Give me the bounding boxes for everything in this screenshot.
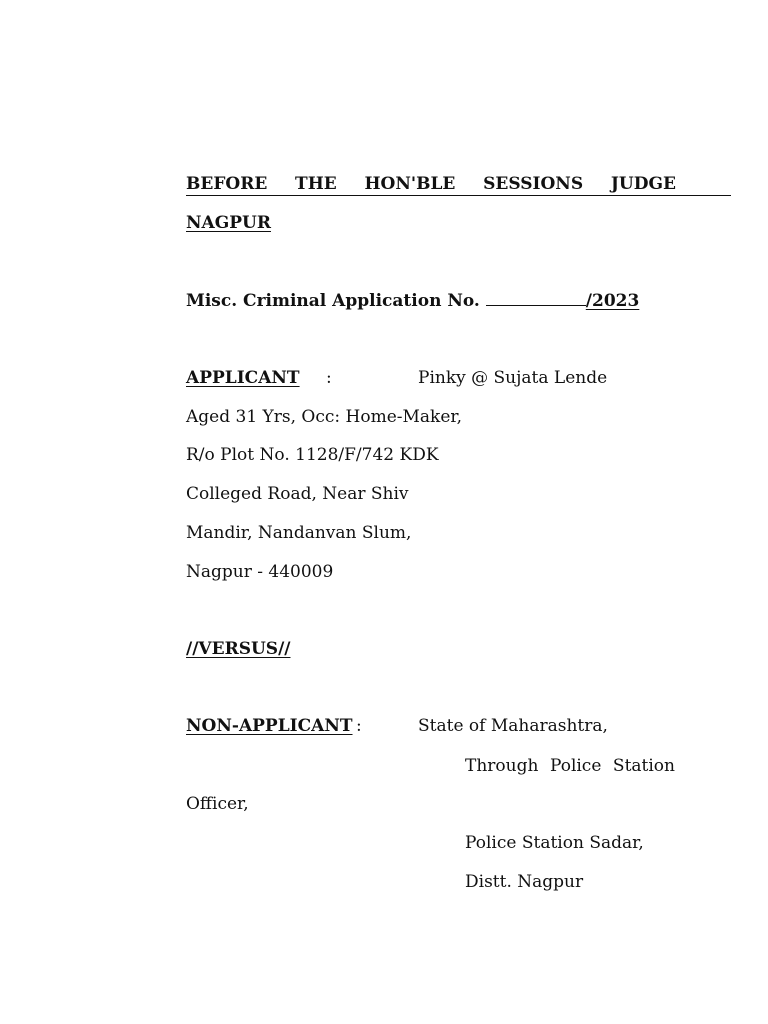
through-word: Station bbox=[612, 756, 675, 776]
heading-word: HON'BLE bbox=[364, 174, 456, 194]
applicant-name: Pinky @ Sujata Lende bbox=[418, 368, 608, 388]
applicant-address-line: R/o Plot No. 1128/F/742 KDK bbox=[186, 445, 439, 465]
police-station-line: Police Station Sadar, bbox=[465, 833, 644, 853]
heading-word: BEFORE bbox=[186, 174, 268, 194]
non-applicant-label: NON-APPLICANT bbox=[186, 716, 353, 736]
applicant-address-line: Nagpur - 440009 bbox=[186, 562, 334, 582]
heading-word: JUDGE bbox=[610, 174, 676, 194]
district-line: Distt. Nagpur bbox=[465, 872, 584, 892]
court-heading-city: NAGPUR bbox=[186, 213, 271, 233]
application-number bbox=[186, 289, 639, 312]
non-applicant-colon: : bbox=[356, 716, 362, 736]
applicant-address-line: Mandir, Nandanvan Slum, bbox=[186, 523, 412, 543]
versus-label: //VERSUS// bbox=[186, 639, 291, 659]
officer-line: Officer, bbox=[186, 794, 249, 814]
heading-word: SESSIONS bbox=[483, 174, 584, 194]
application-year: /2023 bbox=[585, 291, 640, 311]
court-heading bbox=[186, 173, 731, 196]
through-word: Police bbox=[549, 756, 602, 776]
through-line bbox=[465, 755, 675, 777]
applicant-colon: : bbox=[326, 368, 332, 388]
heading-word: THE bbox=[295, 174, 337, 194]
non-applicant-name: State of Maharashtra, bbox=[418, 716, 608, 736]
applicant-address-line: Colleged Road, Near Shiv bbox=[186, 484, 409, 504]
applicant-address-line: Aged 31 Yrs, Occ: Home-Maker, bbox=[186, 407, 463, 427]
application-prefix: Misc. Criminal Application No. bbox=[186, 291, 480, 311]
application-number-blank bbox=[486, 289, 586, 306]
through-word: Through bbox=[465, 756, 539, 776]
applicant-label: APPLICANT bbox=[186, 368, 300, 388]
